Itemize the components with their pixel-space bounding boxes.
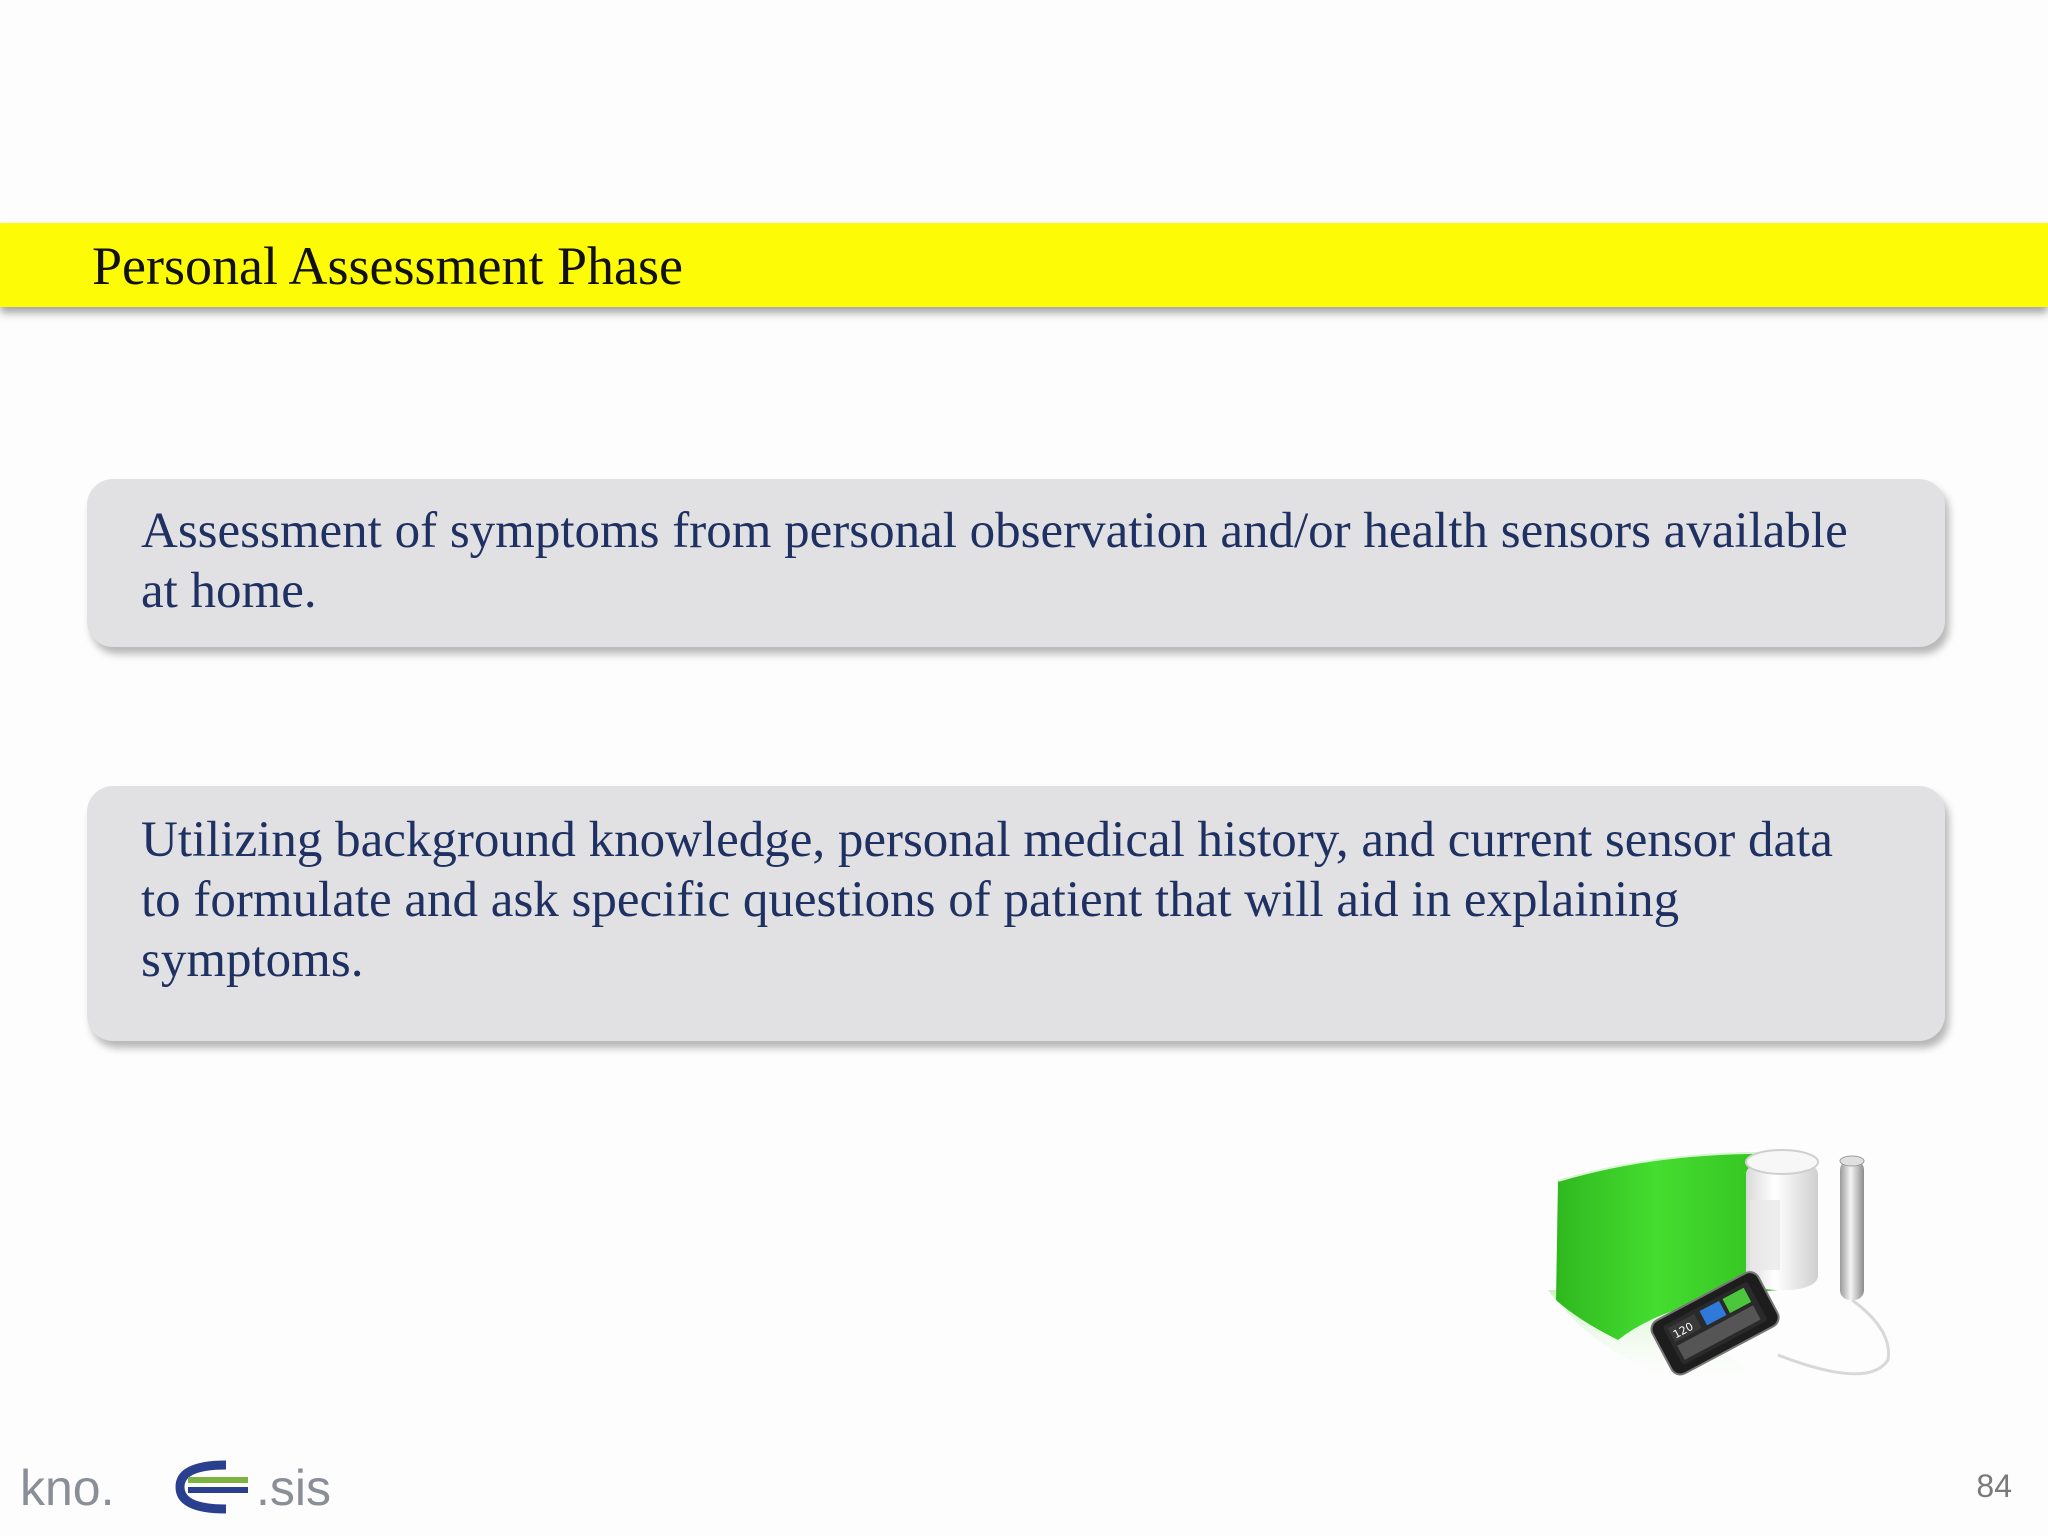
slide-title: Personal Assessment Phase <box>92 236 683 296</box>
phone-reading: 120 <box>1670 1319 1696 1342</box>
title-bar <box>0 223 2048 307</box>
assessment-card <box>87 479 1945 647</box>
page-number: 84 <box>1976 1468 2012 1504</box>
blood-pressure-monitor-with-smartphone-icon <box>1548 1140 1898 1420</box>
logo-text-left: kno. <box>20 1460 115 1515</box>
logo-text-right: .sis <box>256 1460 331 1515</box>
knoesis-logo <box>20 1455 430 1515</box>
assessment-card-text: Assessment of symptoms from personal observation and/or health sensors available at home. <box>141 503 1848 619</box>
background-knowledge-card-text: Utilizing background knowledge, personal medical history, and current sensor data to formulate and ask specific questions of patient that will aid in explaining symptoms. <box>141 812 1833 988</box>
background-knowledge-card <box>87 786 1945 1041</box>
